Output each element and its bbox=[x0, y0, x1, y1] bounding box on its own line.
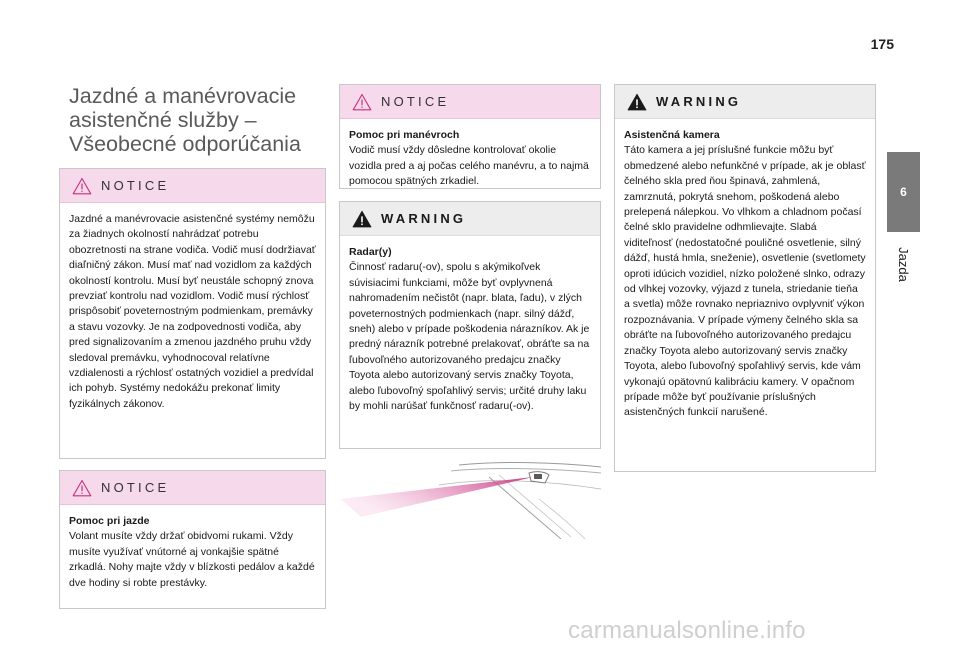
caution-triangle-outline-icon bbox=[72, 479, 92, 497]
warning-text: Táto kamera a jej príslušné funkcie môžu byť obmedzené alebo nefunkčné v prípade, ak je oblasť čelného skla pred ňou špinavá, zahmlená, zamrznutá, pokrytá snehom, poškodená alebo prelepená nálepkou. Vo vlhkom a chladnom počasí čelné sklo pravidelne odhmlievajte. Slabá viditeľnosť (nedostatočné pouličné osvetlenie, silný dážď, hustá hmla, sneženie), osvetlenie (svetlomety oproti idúcich vozidiel, nízko položené slnko, odrazy od vlhkej vozovky, výjazd z tunela, striedanie tieňa a svetla) môže rovnako nepriaznivo ovplyvniť výkon rozpoznávania. V prípade výmeny čelného skla sa obráťte na ľubovoľného autorizovaného predajcu značky Toyota alebo autorizovaný servis značky Toyota, alebo ľubovoľný spoľahlivý servis, kde vám vykonajú opätovnú kalibráciu kamery. V opačnom prípade môže byť používanie príslušných asistenčných funkcií narušené. bbox=[624, 144, 866, 419]
caution-triangle-outline-icon bbox=[352, 93, 372, 111]
warning-box-camera bbox=[614, 84, 876, 472]
notice-header bbox=[340, 85, 600, 119]
notice-box-maneuvering bbox=[339, 84, 601, 189]
notice-lead: Pomoc pri manévroch bbox=[349, 129, 460, 141]
notice-text: Jazdné a manévrovacie asistenčné systémy nemôžu za žiadnych okolností nahrádzať potrebu obozretnosti na strane vodiča. Vodič musí dodržiavať diaľničný zákon. Musí mať nad vozidlom za každých okolností kontrolu. Musí byť neustále schopný znova prevziať kontrolu nad vozidlom. Vodič musí rýchlosť prispôsobiť poveternostným podmienkam, premávky a stavu vozovky. Je na zodpovednosti vodiča, aby pred signalizovaním a zmenou jazdného pruhu vždy sledoval premávku, vyhodnocoval relatívne vzdialenosti a rýchlosť ostatných vozidiel a predvídal ich pohyb. Systémy nedokážu prekonať limity fyzikálnych zákonov. bbox=[69, 213, 316, 410]
notice-label: NOTICE bbox=[101, 178, 170, 193]
caution-triangle-outline-icon bbox=[72, 177, 92, 195]
section-title bbox=[69, 84, 329, 156]
notice-body bbox=[60, 203, 325, 412]
warning-lead: Asistenčná kamera bbox=[624, 129, 720, 141]
warning-label: WARNING bbox=[656, 94, 742, 109]
windshield-camera-illustration bbox=[339, 459, 601, 539]
page-number: 175 bbox=[870, 36, 894, 52]
warning-label: WARNING bbox=[381, 211, 467, 226]
notice-label: NOTICE bbox=[381, 94, 450, 109]
warning-header bbox=[340, 202, 600, 236]
notice-box-driving bbox=[59, 470, 326, 609]
warning-box-radar bbox=[339, 201, 601, 449]
warning-header bbox=[615, 85, 875, 119]
warning-triangle-filled-icon bbox=[627, 93, 647, 111]
notice-lead: Pomoc pri jazde bbox=[69, 515, 150, 527]
notice-header bbox=[60, 471, 325, 505]
notice-header bbox=[60, 169, 325, 203]
warning-body bbox=[340, 236, 600, 414]
notice-text: Volant musíte vždy držať obidvomi rukami. Vždy musíte využívať vnútorné aj vonkajšie spätné zrkadlá. Nohy majte vždy v blízkosti pedálov a každé dve hodiny si robte prestávky. bbox=[69, 530, 315, 589]
section-title-line-2: asistenčné služby – bbox=[69, 108, 257, 132]
notice-text: Vodič musí vždy dôsledne kontrolovať okolie vozidla pred a aj počas celého manévru, a to najmä pomocou spätných zrkadiel. bbox=[349, 144, 589, 188]
notice-label: NOTICE bbox=[101, 480, 170, 495]
watermark: carmanualsonline.info bbox=[568, 617, 806, 644]
notice-body bbox=[340, 119, 600, 190]
warning-triangle-filled-icon bbox=[352, 210, 372, 228]
chapter-tab-label[interactable] bbox=[887, 232, 920, 297]
chapter-tab-number[interactable]: 6 bbox=[887, 152, 920, 232]
chapter-tab-label-text: Jazda bbox=[896, 247, 912, 282]
warning-lead: Radar(y) bbox=[349, 246, 392, 258]
notice-box-general bbox=[59, 168, 326, 459]
section-title-line-3: Všeobecné odporúčania bbox=[69, 132, 301, 156]
section-title-line-1: Jazdné a manévrovacie bbox=[69, 84, 297, 108]
warning-text: Činnosť radaru(-ov), spolu s akýmikoľvek súvisiacimi funkciami, môže byť ovplyvnená nahromadením nečistôt (napr. blata, ľadu), v zlých poveternostných podmienkach (napr. silný dážď, sneh) alebo v prípade poškodenia nárazníkov. Ak je predný nárazník potrebné prelakovať, obráťte sa na ľubovoľného autorizovaného predajcu značky Toyota alebo autorizovaný servis značky Toyota, alebo ľubovoľný spoľahlivý servis; určité druhy laku by mohli narúšať funkčnosť radaru(-ov). bbox=[349, 261, 590, 413]
warning-body bbox=[615, 119, 875, 421]
notice-body bbox=[60, 505, 325, 591]
